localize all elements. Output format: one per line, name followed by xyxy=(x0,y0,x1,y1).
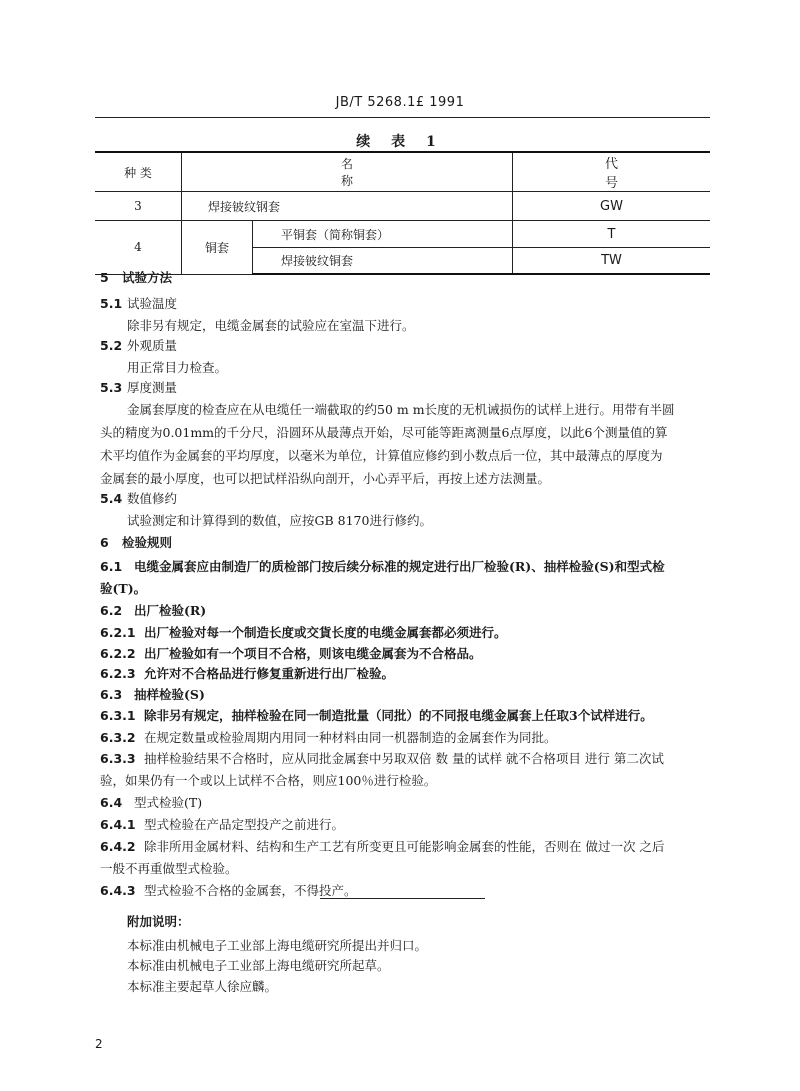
header-rule xyxy=(95,117,710,118)
section-5-4-text: 试验测定和计算得到的数值，应按GB 8170进行修约。 xyxy=(127,513,432,528)
section-5-1-text: 除非另有规定，电缆金属套的试验应在室温下进行。 xyxy=(127,318,415,333)
header-type: 种 类 xyxy=(95,152,182,192)
notes-separator-rule xyxy=(320,898,485,899)
row-code: T xyxy=(513,221,711,248)
section-5-3-heading: 5.3 厚度测量 xyxy=(100,380,178,395)
section-6-heading: 6 检验规则 xyxy=(100,535,173,550)
section-6-3-2: 6.3.2 在规定数量或检验周期内用同一种材料由同一机器制造的金属套作为同批。 xyxy=(100,730,557,745)
row-type: 3 xyxy=(95,192,182,221)
section-6-4-2-line-1: 6.4.2 除非所用金属材料、结构和生产工艺有所变更且可能影响金属套的性能，否则在 做过一次 之后 xyxy=(100,839,665,854)
section-5-3-line-1: 金属套厚度的检查应在从电缆任一端截取的约50 m m长度的无机诫损伤的试样上进行。用带有半圆 xyxy=(127,402,675,417)
row-group: 铜套 xyxy=(182,221,253,275)
standard-code-header: JB/T 5268.1£ 1991 xyxy=(335,95,465,110)
section-6-3-3-line-1: 6.3.3 抽样检验结果不合格时，应从同批金属套中另取双倍 数 量的试样 就不合格项目 进行 第二次试 xyxy=(100,751,664,766)
row-code: GW xyxy=(513,192,711,221)
section-5-3-line-4: 金属套的最小厚度，也可以把试样沿纵向剖开，小心弄平后，再按上述方法测量。 xyxy=(100,471,551,486)
section-6-4-3: 6.4.3 型式检验不合格的金属套，不得投产。 xyxy=(100,883,357,898)
notes-line-3: 本标准主要起草人徐应麟。 xyxy=(127,979,278,994)
table-row xyxy=(95,221,710,248)
section-6-1-line-2: 验(T)。 xyxy=(100,581,147,596)
section-5-1-heading: 5.1 试验温度 xyxy=(100,296,178,311)
section-6-2-3: 6.2.3 允许对不合格品进行修复重新进行出厂检验。 xyxy=(100,666,395,681)
row-name: 焊接铍纹铜套 xyxy=(253,248,513,275)
notes-line-1: 本标准由机械电子工业部上海电缆研究所提出并归口。 xyxy=(127,938,428,953)
table-title: 续 表 1 xyxy=(356,134,444,150)
row-type: 4 xyxy=(95,221,182,275)
section-6-4-1: 6.4.1 型式检验在产品定型投产之前进行。 xyxy=(100,817,345,832)
row-name: 平铜套（简称铜套） xyxy=(253,221,513,248)
section-6-4-heading: 6.4 型式检验(T) xyxy=(100,795,203,810)
section-5-heading: 5 试验方法 xyxy=(100,270,173,285)
header-code: 代号 xyxy=(513,152,711,192)
notes-line-2: 本标准由机械电子工业部上海电缆研究所起草。 xyxy=(127,958,390,973)
spec-table xyxy=(95,151,710,275)
section-5-3-line-3: 术平均值作为金属套的平均厚度，以毫米为单位，计算值应修约到小数点后一位，其中最薄点的厚度为 xyxy=(100,448,663,463)
row-name: 焊接铍纹钢套 xyxy=(182,192,513,221)
section-6-2-2: 6.2.2 出厂检验如有一个项目不合格，则该电缆金属套为不合格品。 xyxy=(100,646,482,661)
section-6-1-line-1: 6.1 电缆金属套应由制造厂的质检部门按后续分标准的规定进行出厂检验(R)、抽样检验(S)和型式检 xyxy=(100,559,665,574)
section-6-2-1: 6.2.1 出厂检验对每一个制造长度或交貨长度的电缆金属套都必须进行。 xyxy=(100,625,507,640)
header-name: 名称 xyxy=(182,152,513,192)
section-6-3-1: 6.3.1 除非另有规定，抽样检验在同一制造批量（同批）的不同报电缆金属套上任取3个试样进行。 xyxy=(100,708,653,723)
table-row xyxy=(95,192,710,221)
row-code: TW xyxy=(513,248,711,275)
section-5-2-text: 用正常目力检查。 xyxy=(127,360,228,375)
notes-title: 附加说明： xyxy=(127,914,190,929)
section-6-3-heading: 6.3 抽样检验(S) xyxy=(100,687,205,702)
section-5-4-heading: 5.4 数值修约 xyxy=(100,491,178,506)
section-5-2-heading: 5.2 外观质量 xyxy=(100,338,178,353)
page-number: 2 xyxy=(95,1037,103,1051)
section-5-3-line-2: 头的精度为0.01mm的千分尺，沿圆环从最薄点开始，尽可能等距离测量6点厚度，以此6个测量值的算 xyxy=(100,425,668,440)
table-header-row xyxy=(95,152,710,192)
section-6-2-heading: 6.2 出厂检验(R) xyxy=(100,603,207,618)
section-6-3-3-line-2: 验，如果仍有一个或以上试样不合格，则应100％进行检验。 xyxy=(100,773,437,788)
section-6-4-2-line-2: 一般不再重做型式检验。 xyxy=(100,861,238,876)
